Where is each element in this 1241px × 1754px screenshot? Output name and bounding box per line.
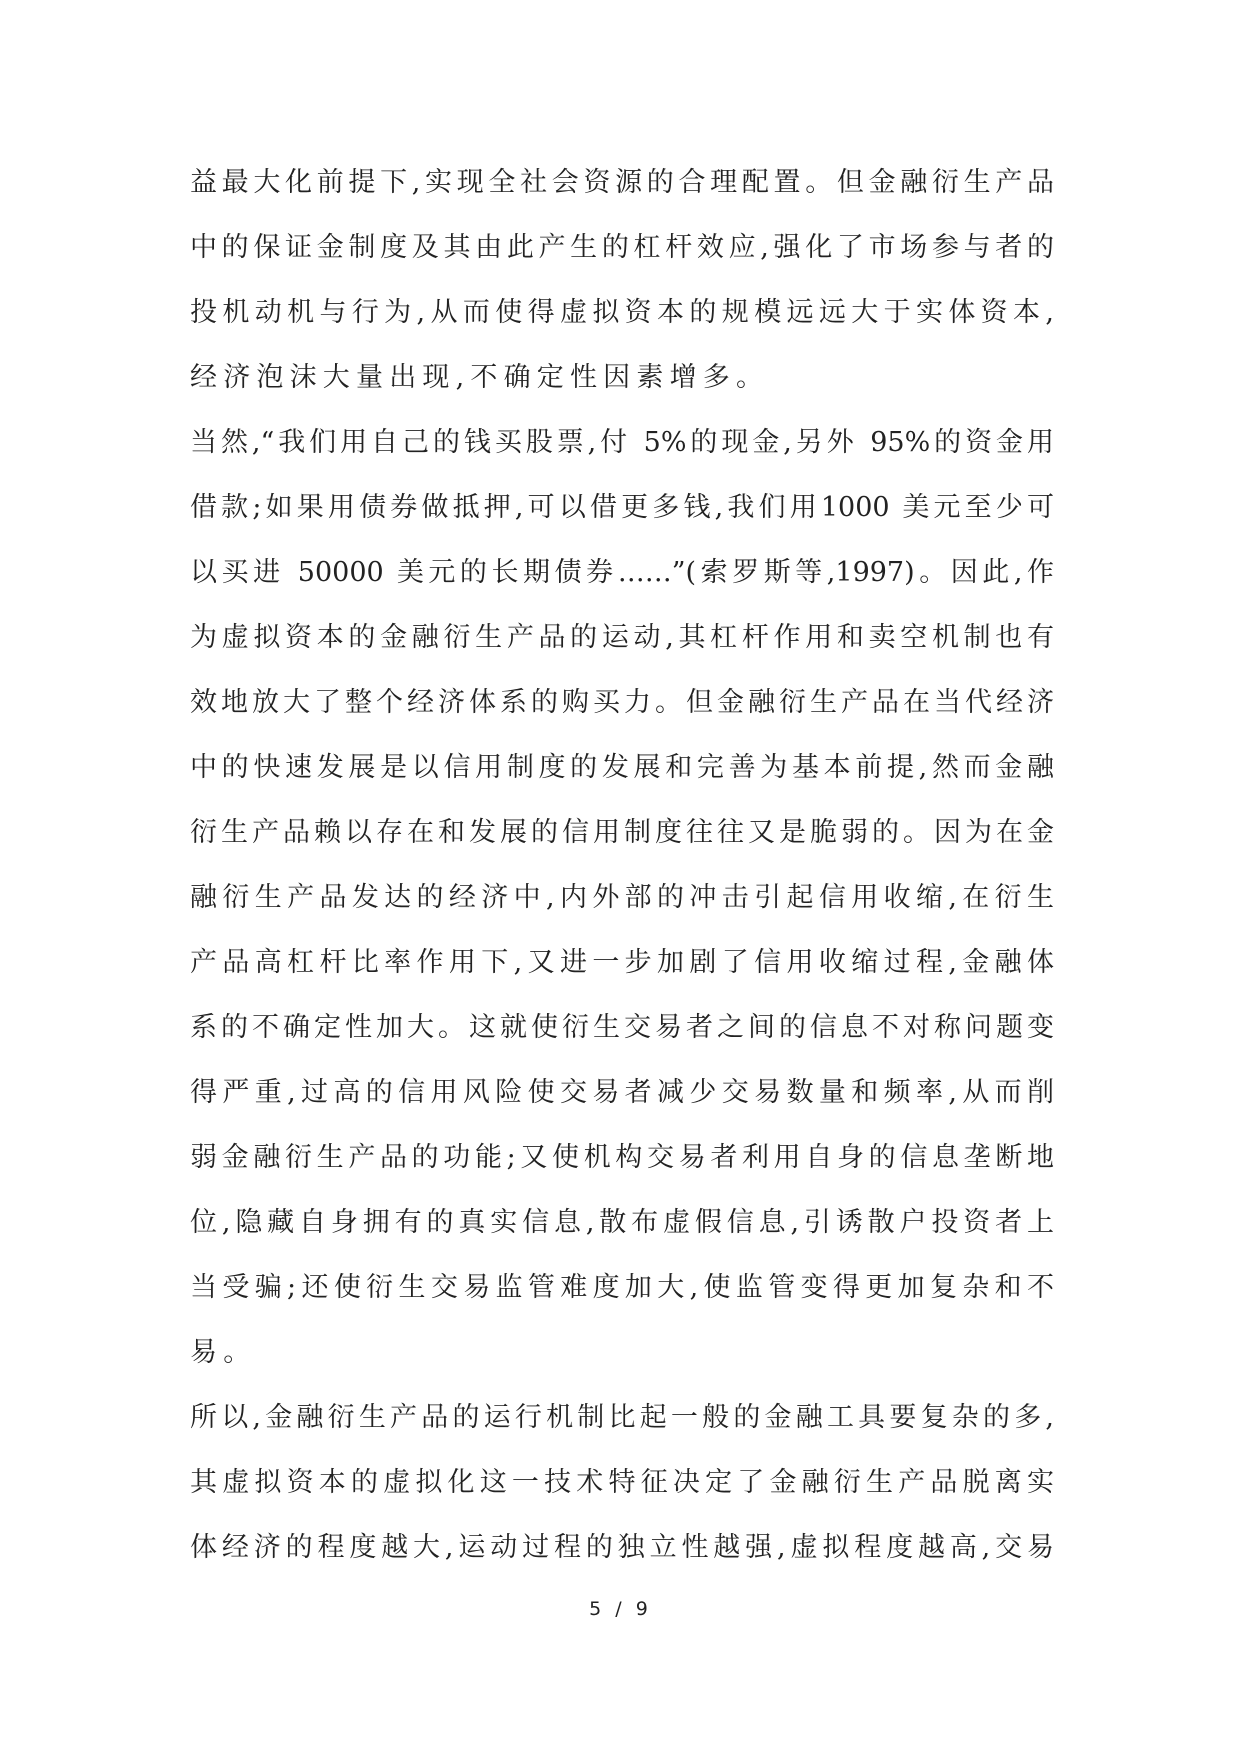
text-line: 当受骗;还使衍生交易监管难度加大,使监管变得更加复杂和不: [190, 1272, 1054, 1303]
text-line: 当然,“我们用自己的钱买股票,付 5%的现金,另外 95%的资金用: [190, 427, 1054, 458]
text-line: 所以,金融衍生产品的运行机制比起一般的金融工具要复杂的多,: [190, 1402, 1054, 1433]
text-line: 中的保证金制度及其由此产生的杠杆效应,强化了市场参与者的: [190, 232, 1054, 263]
text-line: 融衍生产品发达的经济中,内外部的冲击引起信用收缩,在衍生: [190, 882, 1054, 913]
body-text: [190, 159, 1054, 1589]
text-line: 易。: [190, 1337, 257, 1368]
text-line: 效地放大了整个经济体系的购买力。但金融衍生产品在当代经济: [190, 687, 1054, 718]
text-line: 中的快速发展是以信用制度的发展和完善为基本前提,然而金融: [190, 752, 1054, 783]
text-line: 位,隐藏自身拥有的真实信息,散布虚假信息,引诱散户投资者上: [190, 1207, 1054, 1238]
text-line: 借款;如果用债券做抵押,可以借更多钱,我们用1000 美元至少可: [190, 492, 1054, 523]
text-line: 益最大化前提下,实现全社会资源的合理配置。但金融衍生产品: [190, 167, 1054, 198]
text-line: 以买进 50000 美元的长期债券……”(索罗斯等,1997)。因此,作: [190, 557, 1054, 588]
text-line: 衍生产品赖以存在和发展的信用制度往往又是脆弱的。因为在金: [190, 817, 1054, 848]
text-line: 弱金融衍生产品的功能;又使机构交易者利用自身的信息垄断地: [190, 1142, 1054, 1173]
text-line: 得严重,过高的信用风险使交易者减少交易数量和频率,从而削: [190, 1077, 1054, 1108]
text-line: 体经济的程度越大,运动过程的独立性越强,虚拟程度越高,交易: [190, 1532, 1054, 1563]
text-line: 经济泡沫大量出现,不确定性因素增多。: [190, 362, 770, 393]
page-number: 5 / 9: [589, 1598, 652, 1620]
text-line: 为虚拟资本的金融衍生产品的运动,其杠杆作用和卖空机制也有: [190, 622, 1054, 653]
text-line: 系的不确定性加大。这就使衍生交易者之间的信息不对称问题变: [190, 1012, 1054, 1043]
text-line: 其虚拟资本的虚拟化这一技术特征决定了金融衍生产品脱离实: [190, 1467, 1054, 1498]
text-line: 投机动机与行为,从而使得虚拟资本的规模远远大于实体资本,: [190, 297, 1054, 328]
text-line: 产品高杠杆比率作用下,又进一步加剧了信用收缩过程,金融体: [190, 947, 1054, 978]
